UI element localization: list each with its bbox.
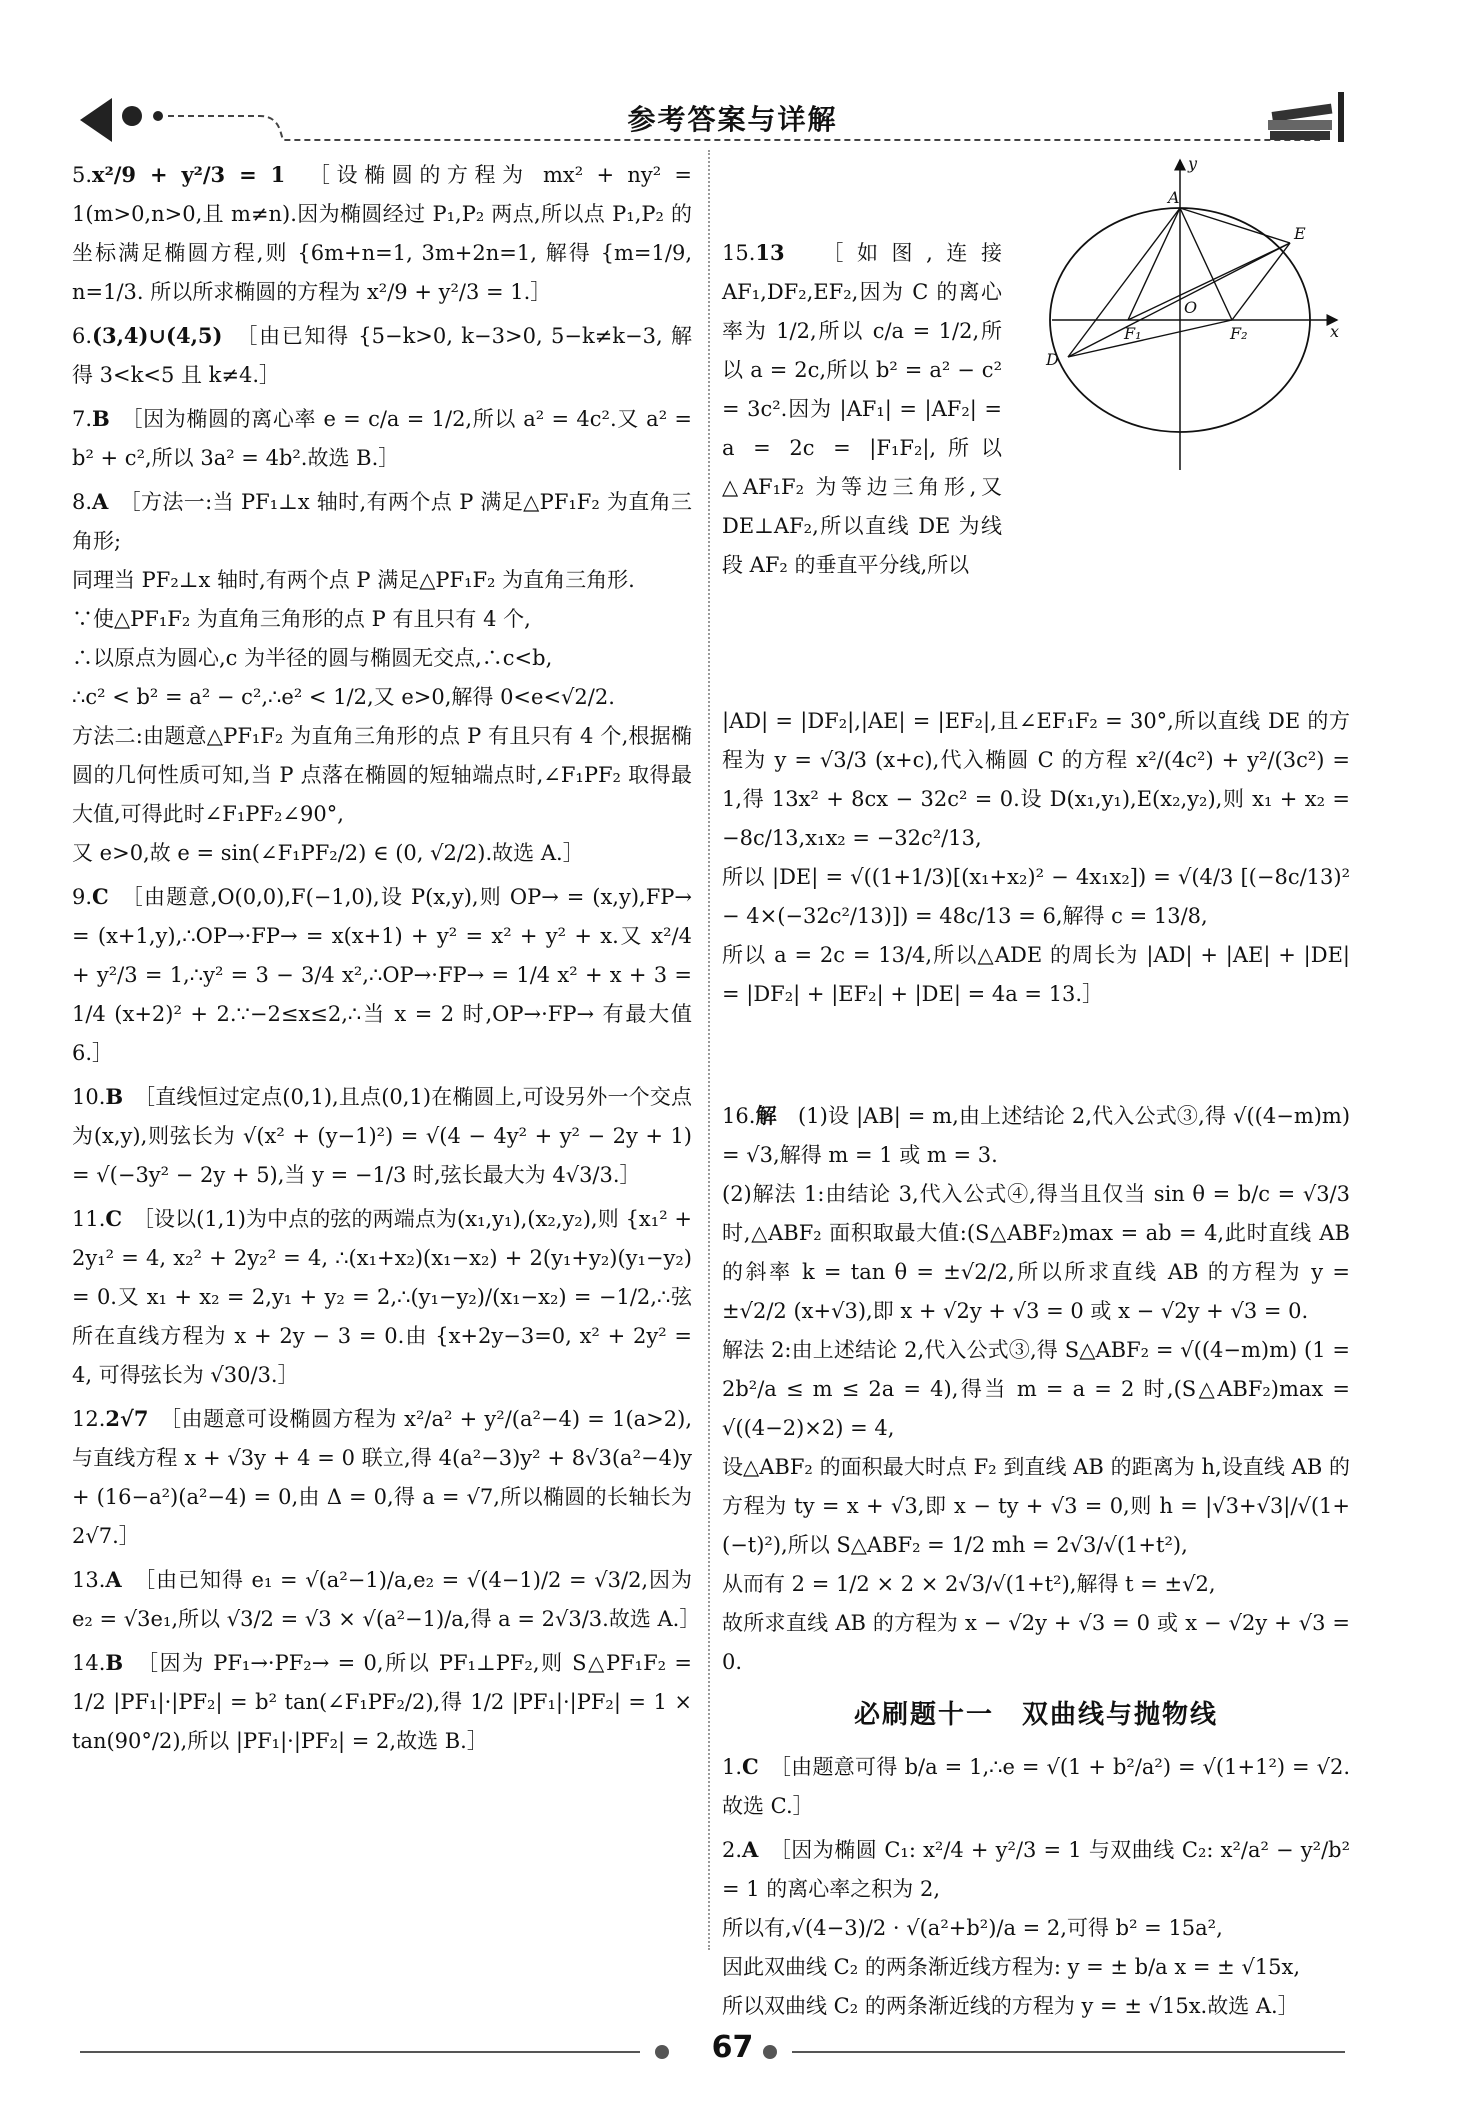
answer-item-12 bbox=[72, 1399, 699, 1556]
item-explanation: ［方法一:当 PF₁⊥x 轴时,有两个点 P 满足△PF₁F₂ 为直角三角形; 同理当 PF₂⊥x 轴时,有两个点 P 满足△PF₁F₂ 为直角三角形. ∵使△PF₁F₂ 为直角三角形的点 P 有且只有 4 个, ∴以原点为圆心,c 为半径的圆与椭圆无交点,∴c<b, ∴c² < b² = a² − c²,∴e² < 1/2,又 e>0,解得 0<e<√2/2. 方法二:由题意△PF₁F₂ 为直角三角形的点 P 有且只有 4 个,根据椭圆的几何性质可知,当 P 点落在椭圆的短轴端点时,∠F₁PF₂ 取得最大值,可得此时∠F₁PF₂∠90°, 又 e>0,故 e = sin(∠F₁PF₂/2) ∈ (0, √2/2).故选 A.］ bbox=[72, 490, 692, 865]
item-explanation: ［由已知得 e₁ = √(a²−1)/a,e₂ = √(4−1)/2 = √3/2,因为 e₂ = √3e₁,所以 √3/2 = √3 × √(a²−1)/a,得 a = 2√3/3.故选 A.］ bbox=[72, 1568, 701, 1631]
item-explanation: ［设椭圆的方程为 mx² + ny² = 1(m>0,n>0,且 m≠n).因为椭圆经过 P₁,P₂ 两点,所以点 P₁,P₂ 的坐标满足椭圆方程,则 {6m+n=1, 3m+2n=1, 解得 {m=1/9, n=1/3. 所以所求椭圆的方程为 x²/9 + y²/3 = 1.］ bbox=[72, 163, 699, 304]
item-number: 7. bbox=[72, 407, 93, 431]
item-answer: B bbox=[105, 1650, 124, 1675]
item-answer: C bbox=[105, 1206, 123, 1231]
page-header bbox=[0, 0, 1465, 160]
answer-item-7 bbox=[72, 399, 699, 478]
item-answer: B bbox=[92, 406, 110, 431]
label-O: O bbox=[1184, 298, 1198, 317]
item-explanation: ［由已知得 {5−k>0, k−3>0, 5−k≠k−3, 解得 3<k<5 且 k≠4.］ bbox=[72, 324, 693, 387]
column-divider bbox=[708, 150, 710, 1950]
item-answer: 2√7 bbox=[105, 1406, 149, 1431]
item-explanation: ［如图,连接 AF₁,DF₂,EF₂,因为 C 的离心率为 1/2,所以 c/a = 1/2,所以 a = 2c,所以 b² = a² − c² = 3c².因为 |AF₁| = |AF₂| = a = 2c = |F₁F₂|,所以△AF₁F₂ 为等边三角形,又 DE⊥AF₂,所以直线 DE 为线段 AF₂ 的垂直平分线,所以 bbox=[722, 241, 1009, 577]
item-answer: A bbox=[742, 1837, 759, 1862]
section-title: 必刷题十一 双曲线与抛物线 bbox=[853, 1700, 1218, 1730]
item-number: 1. bbox=[722, 1755, 743, 1779]
answer-item-9 bbox=[72, 877, 699, 1073]
answer-item-10 bbox=[72, 1077, 699, 1195]
item-explanation: ［由题意,O(0,0),F(−1,0),设 P(x,y),则 OP→ = (x,y),FP→ = (x+1,y),∴OP→·FP→ = x(x+1) + y² = x² + y² + x.又 x²/4 + y²/3 = 1,∴y² = 3 − 3/4 x²,∴OP→·FP→ = 1/4 x² + x + 3 = 1/4 (x+2)² + 2.∵−2≤x≤2,∴当 x = 2 时,OP→·FP→ 有最大值 6.］ bbox=[72, 885, 699, 1065]
item-answer: 13 bbox=[755, 240, 785, 265]
item-explanation: ［因为 PF₁→·PF₂→ = 0,所以 PF₁⊥PF₂,则 S△PF₁F₂ = 1/2 |PF₁|·|PF₂| = b² tan(∠F₁PF₂/2),得 1/2 |PF₁|·|PF₂| = 1 × tan(90°/2),所以 |PF₁|·|PF₂| = 2,故选 B.］ bbox=[72, 1651, 699, 1753]
answer-item-14 bbox=[72, 1643, 699, 1761]
item-number: 6. bbox=[72, 324, 93, 348]
label-y: y bbox=[1188, 155, 1198, 173]
item-answer: (3,4)∪(4,5) bbox=[92, 323, 223, 348]
page-title: 参考答案与详解 bbox=[627, 103, 838, 136]
item-answer: x²/9 + y²/3 = 1 bbox=[92, 162, 286, 187]
answer-item-6 bbox=[72, 316, 692, 395]
item-number: 15. bbox=[722, 241, 756, 265]
item-number: 13. bbox=[72, 1568, 106, 1592]
label-F1: F₁ bbox=[1124, 324, 1142, 343]
section-item-1 bbox=[722, 1747, 1350, 1826]
item-explanation: ［直线恒过定点(0,1),且点(0,1)在椭圆上,可设另外一个交点为(x,y),则弦长为 √(x² + (y−1)²) = √(4 − 4y² + y² − 2y + 1) = √(−3y² − 2y + 5),当 y = −1/3 时,弦长最大为 4√3/3.］ bbox=[72, 1085, 699, 1187]
answer-item-16 bbox=[722, 1096, 1350, 1682]
item-explanation: ［因为椭圆 C₁: x²/4 + y²/3 = 1 与双曲线 C₂: x²/a² − y²/b² = 1 的离心率之积为 2, 所以有,√(4−3)/2 · √(a²+b²)/a = 2,可得 b² = 15a², 因此双曲线 C₂ 的两条渐近线方程为: y = ± b/a x = ± √15x, 所以双曲线 C₂ 的两条渐近线的方程为 y = ± √15x.故选 A.］ bbox=[722, 1838, 1351, 2018]
item-number: 14. bbox=[72, 1651, 106, 1675]
section-item-2 bbox=[722, 1830, 1350, 2026]
item-answer: B bbox=[105, 1084, 124, 1109]
answer-item-5 bbox=[72, 155, 699, 312]
item-15-continued-text: |AD| = |DF₂|,|AE| = |EF₂|,且∠EF₁F₂ = 30°,所以直线 DE 的方程为 y = √3/3 (x+c),代入椭圆 C 的方程 x²/(4c²) + y²/(3c²) = 1,得 13x² + 8cx − 32c² = 0.设 D(x₁,y₁),E(x₂,y₂),则 x₁ + x₂ = −8c/13,x₁x₂ = −32c²/13, 所以 |DE| = √((1+1/3)[(x₁+x₂)² − 4x₁x₂]) = √(4/3 [(−8c/13)² − 4×(−32c²/13)]) = 48c/13 = 6,解得 c = 13/8, 所以 a = 2c = 13/4,所以△ADE 的周长为 |AD| + |AE| + |DE| = |DF₂| + |EF₂| + |DE| = 4a = 13.］ bbox=[722, 709, 1350, 1006]
label-A: A bbox=[1168, 188, 1180, 207]
item-explanation: ［由题意可设椭圆方程为 x²/a² + y²/(a²−4) = 1(a>2),与直线方程 x + √3y + 4 = 0 联立,得 4(a²−3)y² + 8√3(a²−4)y + (16−a²)(a²−4) = 0,由 Δ = 0,得 a = √7,所以椭圆的长轴长为 2√7.］ bbox=[72, 1407, 699, 1548]
item-explanation: ［因为椭圆的离心率 e = c/a = 1/2,所以 a² = 4c².又 a² = b² + c²,所以 3a² = 4b².故选 B.］ bbox=[72, 407, 699, 470]
item-explanation: (1)设 |AB| = m,由上述结论 2,代入公式③,得 √((4−m)m) = √3,解得 m = 1 或 m = 3. (2)解法 1:由结论 3,代入公式④,得当且仅当 sin θ = b/c = √3/3 时,△ABF₂ 面积取最大值:(S△ABF₂)max = ab = 4,此时直线 AB 的斜率 k = tan θ = ±√2/2,所以所求直线 AB 的方程为 y = ±√2/2 (x+√3),即 x + √2y + √3 = 0 或 x − √2y + √3 = 0. 解法 2:由上述结论 2,代入公式③,得 S△ABF₂ = √((4−m)m) (1 = 2b²/a ≤ m ≤ 2a = 4),得当 m = a = 2 时,(S△ABF₂)max = √((4−2)×2) = 4, 设△ABF₂ 的面积最大时点 F₂ 到直线 AB 的距离为 h,设直线 AB 的方程为 ty = x + √3,即 x − ty + √3 = 0,则 h = |√3+√3|/√(1+(−t)²),所以 S△ABF₂ = 1/2 mh = 2√3/√(1+t²), 从而有 2 = 1/2 × 2 × 2√3/√(1+t²),解得 t = ±√2, 故所求直线 AB 的方程为 x − √2y + √3 = 0 或 x − √2y + √3 = 0. bbox=[722, 1104, 1351, 1674]
item-15-narrow-text bbox=[722, 233, 1009, 585]
left-column bbox=[72, 155, 701, 1765]
label-F2: F₂ bbox=[1230, 324, 1248, 343]
item-number: 5. bbox=[72, 163, 93, 187]
item-number: 9. bbox=[72, 885, 93, 909]
page-number: 67 bbox=[711, 2030, 754, 2065]
ellipse-figure bbox=[1032, 155, 1350, 475]
answer-item-8 bbox=[72, 482, 692, 873]
answer-item-15 bbox=[722, 155, 1350, 1092]
item-number: 2. bbox=[722, 1838, 743, 1862]
right-column bbox=[722, 155, 1350, 2030]
item-explanation: ［由题意可得 b/a = 1,∴e = √(1 + b²/a²) = √(1+1²) = √2.故选 C.］ bbox=[722, 1755, 1351, 1818]
item-answer: 解 bbox=[755, 1103, 777, 1128]
item-answer: C bbox=[742, 1754, 759, 1779]
item-answer: A bbox=[92, 489, 109, 514]
label-E: E bbox=[1294, 224, 1306, 243]
item-explanation: ［设以(1,1)为中点的弦的两端点为(x₁,y₁),(x₂,y₂),则 {x₁² + 2y₁² = 4, x₂² + 2y₂² = 4, ∴(x₁+x₂)(x₁−x₂) + 2(y₁+y₂)(y₁−y₂) = 0.又 x₁ + x₂ = 2,y₁ + y₂ = 2,∴(y₁−y₂)/(x₁−x₂) = −1/2,∴弦所在直线方程为 x + 2y − 3 = 0.由 {x+2y−3=0, x² + 2y² = 4, 可得弦长为 √30/3.］ bbox=[72, 1207, 699, 1387]
item-answer: C bbox=[92, 884, 109, 909]
item-number: 10. bbox=[72, 1085, 106, 1109]
item-number: 8. bbox=[72, 490, 93, 514]
item-answer: A bbox=[105, 1567, 122, 1592]
item-number: 16. bbox=[722, 1104, 756, 1128]
item-number: 12. bbox=[72, 1407, 106, 1431]
answer-item-11 bbox=[72, 1199, 699, 1395]
label-x: x bbox=[1330, 322, 1340, 341]
label-D: D bbox=[1046, 350, 1059, 369]
answer-item-13 bbox=[72, 1560, 701, 1639]
item-number: 11. bbox=[72, 1207, 106, 1231]
